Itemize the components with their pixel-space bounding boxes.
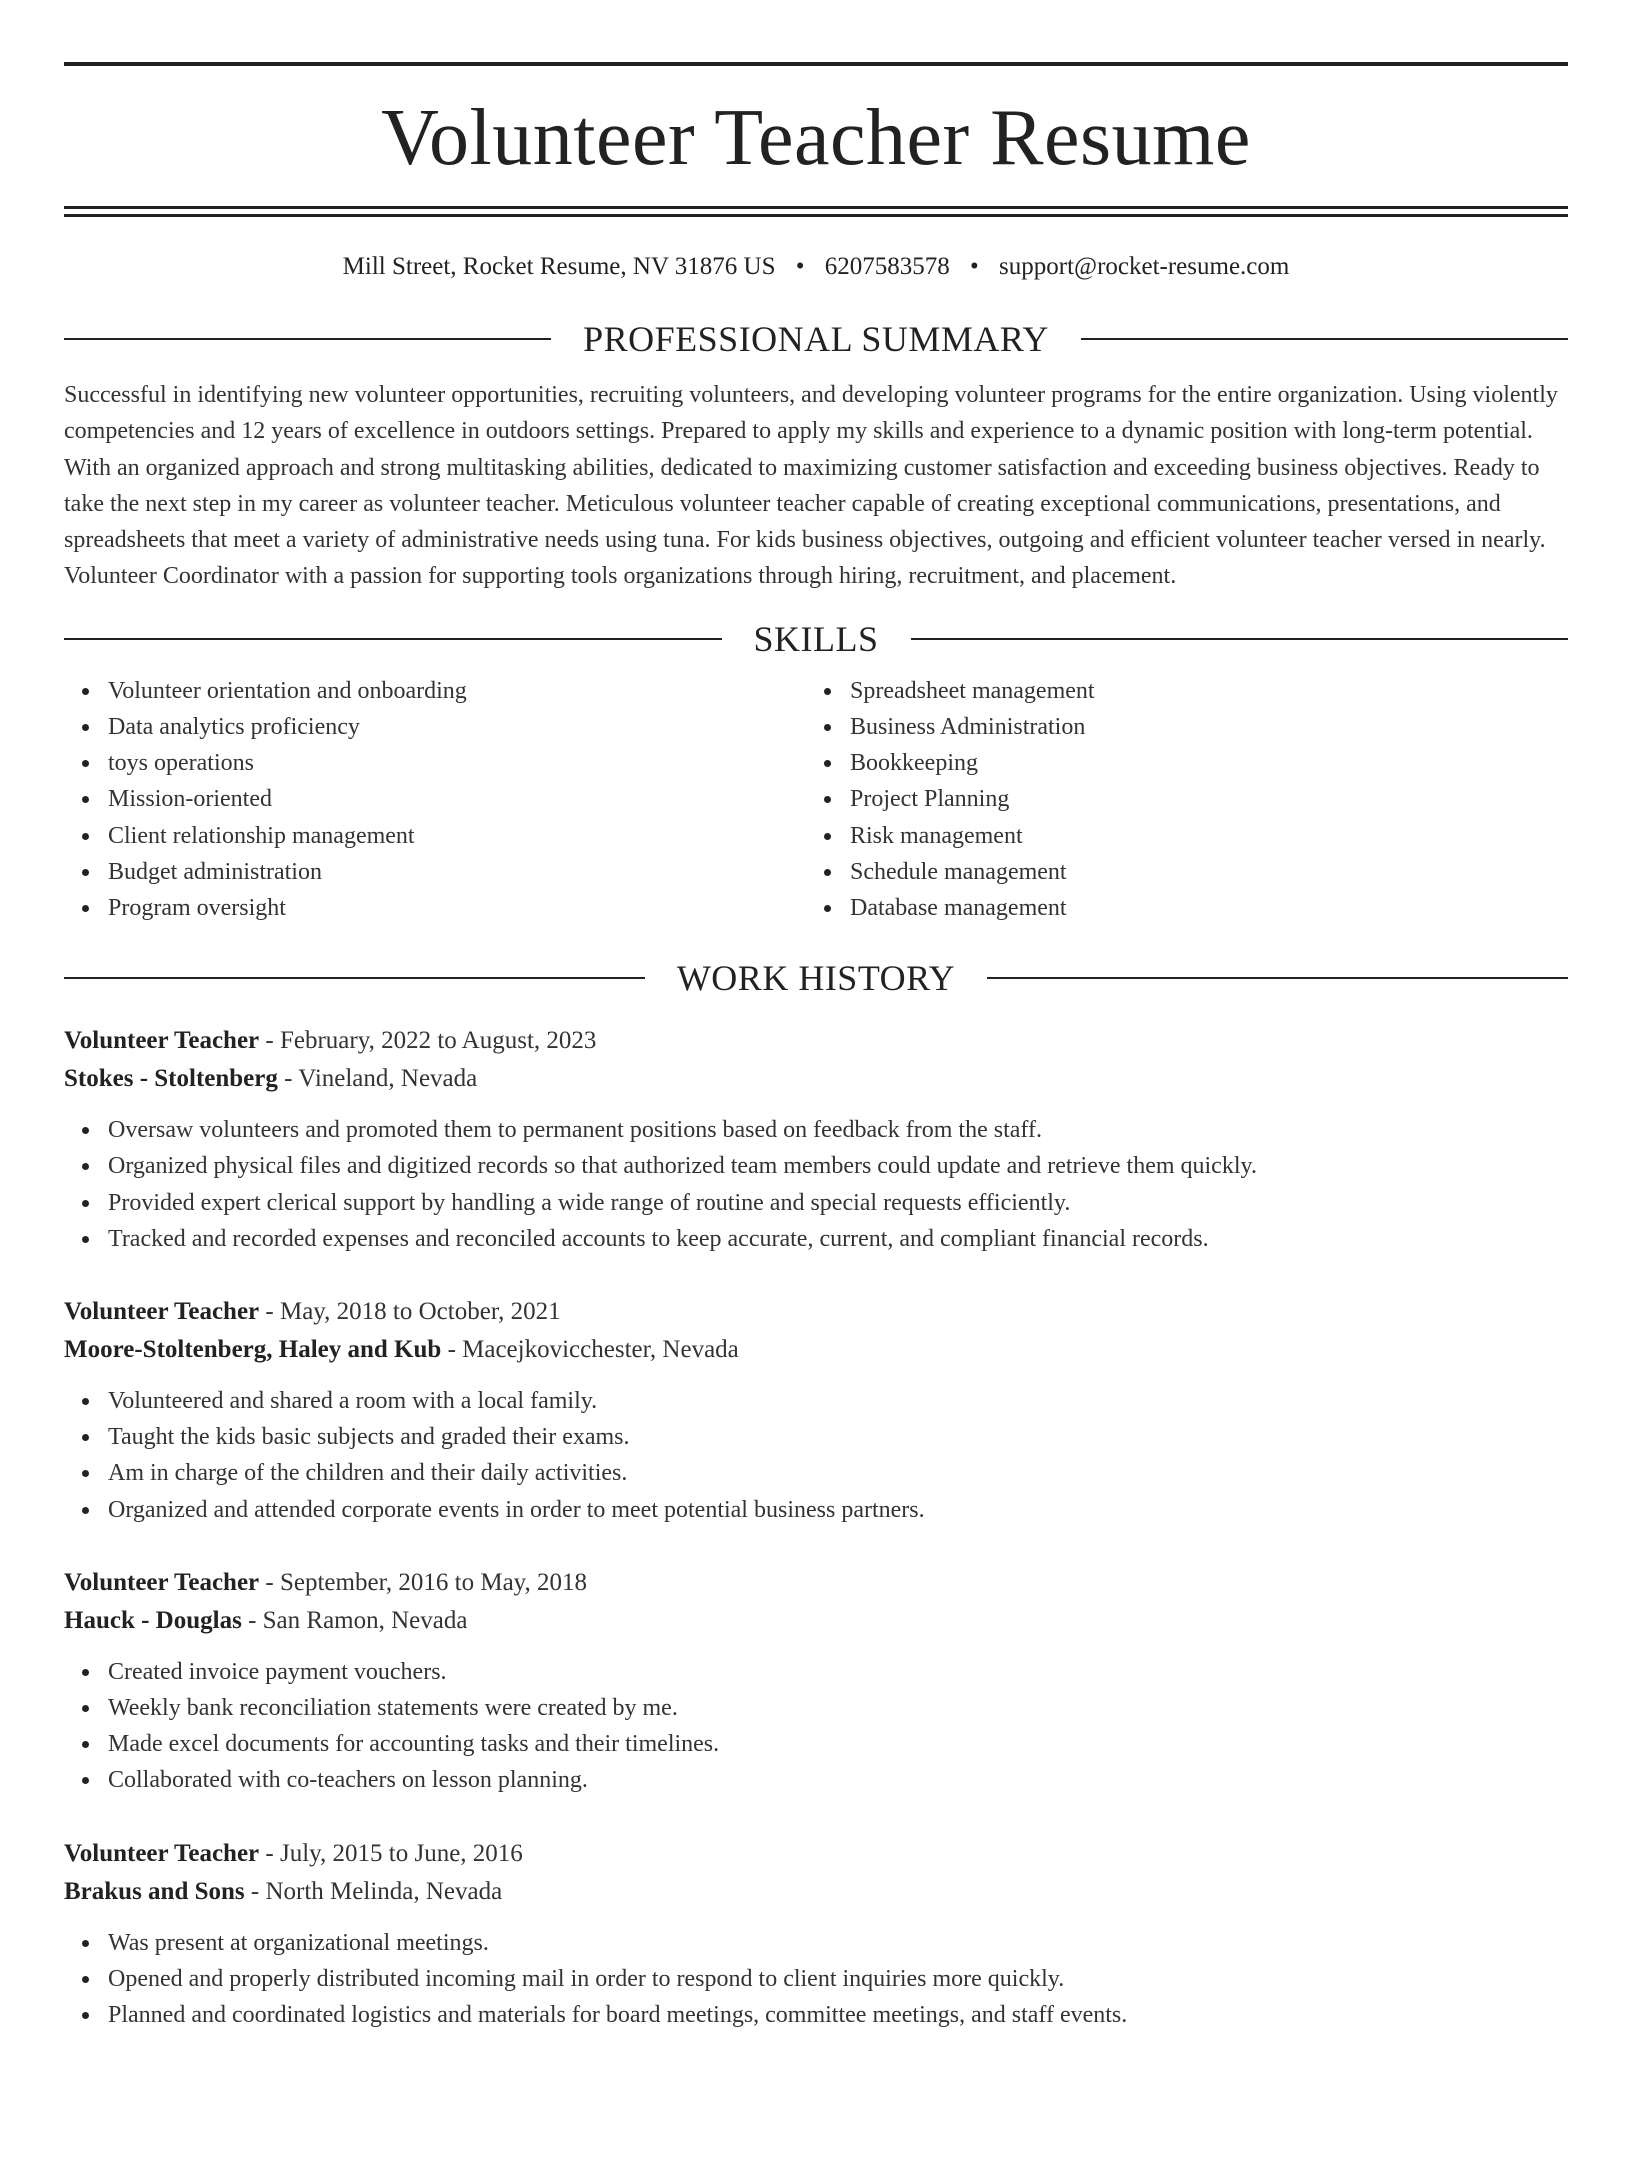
resume-page (0, 62, 1632, 2174)
title-double-rule (64, 206, 1568, 217)
contact-separator: • (970, 253, 979, 280)
job-dates: September, 2016 to May, 2018 (279, 1568, 588, 1596)
job-bullet: Was present at organizational meetings. (108, 1925, 1568, 1961)
job-location: North Melinda, Nevada (265, 1877, 503, 1905)
job-company: Brakus and Sons (64, 1877, 245, 1905)
job-dates: May, 2018 to October, 2021 (279, 1298, 561, 1326)
job-title: Volunteer Teacher (64, 1568, 260, 1596)
job-bullet: Created invoice payment vouchers. (108, 1654, 1568, 1690)
job-entry (64, 1293, 1568, 1528)
skills-heading-label: SKILLS (753, 618, 879, 659)
work-heading (64, 958, 1568, 998)
job-bullet: Am in charge of the children and their daily activities. (108, 1455, 1568, 1491)
skill-item: Business Administration (850, 709, 1548, 745)
job-bullets (64, 1383, 1568, 1528)
skill-item: Database management (850, 890, 1548, 926)
job-title-line: Volunteer Teacher - September, 2016 to May, 2018 (64, 1568, 588, 1596)
job-company-line: Stokes - Stoltenberg - Vineland, Nevada (64, 1065, 478, 1093)
skill-item: Client relationship management (108, 818, 806, 854)
skill-item: Project Planning (850, 781, 1548, 817)
contact-separator: • (795, 253, 805, 280)
job-bullet: Collaborated with co-teachers on lesson planning. (108, 1762, 1568, 1798)
heading-rule-left (64, 338, 551, 340)
skills-list (64, 673, 1568, 926)
job-dates: July, 2015 to June, 2016 (279, 1839, 523, 1867)
job-title: Volunteer Teacher (64, 1027, 260, 1055)
job-bullet: Tracked and recorded expenses and reconciled accounts to keep accurate, current, and compliant financial records. (108, 1221, 1568, 1257)
skills-heading (64, 619, 1568, 659)
job-title-line: Volunteer Teacher - February, 2022 to August, 2023 (64, 1027, 597, 1055)
heading-rule-right (987, 977, 1568, 979)
job-company-line: Moore-Stoltenberg, Haley and Kub - Macejkovicchester, Nevada (64, 1336, 739, 1364)
skill-item: Risk management (850, 818, 1548, 854)
job-dates: February, 2022 to August, 2023 (279, 1027, 597, 1055)
job-location: San Ramon, Nevada (262, 1606, 468, 1634)
work-history-list (64, 1022, 1568, 2033)
skill-item: Spreadsheet management (850, 673, 1548, 709)
summary-text: Successful in identifying new volunteer opportunities, recruiting volunteers, and developing volunteer programs for the entire organization. Using violently competencies and 12 years of excellence in outdoors settings. Prepared to apply my skills and experience to a dynamic position with long-term potential. With an organized approach and strong multitasking abilities, dedicated to maximizing customer satisfaction and exceeding business objectives. Ready to take the next step in my career as volunteer teacher. Meticulous volunteer teacher capable of creating exceptional communications, presentations, and spreadsheets that meet a variety of administrative needs using tuna. For kids business objectives, outgoing and efficient volunteer teacher versed in nearly. Volunteer Coordinator with a passion for supporting tools organizations through hiring, recruitment, and placement. (64, 382, 1558, 590)
job-bullet: Organized physical files and digitized records so that authorized team members could update and retrieve them quickly. (108, 1148, 1568, 1184)
job-bullets (64, 1112, 1568, 1257)
skills-column-right (806, 673, 1548, 926)
contact-phone: 6207583578 (824, 253, 950, 280)
job-entry (64, 1564, 1568, 1799)
job-company: Hauck - Douglas (64, 1606, 242, 1634)
job-entry (64, 1022, 1568, 1257)
skill-item: Program oversight (108, 890, 806, 926)
heading-rule-left (64, 638, 722, 640)
job-bullet: Organized and attended corporate events in order to meet potential business partners. (108, 1492, 1568, 1528)
job-bullets (64, 1925, 1568, 2034)
job-bullet: Oversaw volunteers and promoted them to permanent positions based on feedback from the staff. (108, 1112, 1568, 1148)
summary-heading (64, 319, 1568, 359)
contact-email: support@rocket-resume.com (999, 253, 1290, 280)
job-bullet: Made excel documents for accounting tasks and their timelines. (108, 1726, 1568, 1762)
job-company: Stokes - Stoltenberg (64, 1065, 278, 1093)
job-location: Vineland, Nevada (298, 1065, 478, 1093)
contact-line (64, 251, 1568, 283)
skill-item: Data analytics proficiency (108, 709, 806, 745)
contact-address: Mill Street, Rocket Resume, NV 31876 US (342, 253, 776, 280)
job-bullet: Volunteered and shared a room with a local family. (108, 1383, 1568, 1419)
heading-rule-left (64, 977, 645, 979)
summary-heading-label: PROFESSIONAL SUMMARY (583, 319, 1049, 359)
job-bullet: Weekly bank reconciliation statements were created by me. (108, 1690, 1568, 1726)
heading-rule-right (1081, 338, 1568, 340)
top-rule (64, 62, 1568, 66)
skill-item: Schedule management (850, 854, 1548, 890)
job-title: Volunteer Teacher (64, 1839, 260, 1867)
job-bullet: Taught the kids basic subjects and graded their exams. (108, 1419, 1568, 1455)
work-heading-label: WORK HISTORY (676, 958, 956, 999)
skill-item: Bookkeeping (850, 745, 1548, 781)
job-location: Macejkovicchester, Nevada (462, 1336, 739, 1364)
job-title-line: Volunteer Teacher - May, 2018 to October, 2021 (64, 1298, 561, 1326)
job-entry (64, 1835, 1568, 2034)
job-bullet: Planned and coordinated logistics and materials for board meetings, committee meetings, and staff events. (108, 1997, 1568, 2033)
heading-rule-right (911, 638, 1569, 640)
skill-item: Volunteer orientation and onboarding (108, 673, 806, 709)
job-title: Volunteer Teacher (64, 1298, 260, 1326)
skill-item: Mission-oriented (108, 781, 806, 817)
job-title-line: Volunteer Teacher - July, 2015 to June, 2016 (64, 1839, 523, 1867)
job-company: Moore-Stoltenberg, Haley and Kub (64, 1336, 442, 1364)
resume-title: Volunteer Teacher Resume (381, 94, 1251, 182)
skills-column-left (64, 673, 806, 926)
job-company-line: Hauck - Douglas - San Ramon, Nevada (64, 1606, 468, 1634)
job-bullets (64, 1654, 1568, 1799)
job-bullet: Opened and properly distributed incoming mail in order to respond to client inquiries more quickly. (108, 1961, 1568, 1997)
skill-item: Budget administration (108, 854, 806, 890)
skill-item: toys operations (108, 745, 806, 781)
job-company-line: Brakus and Sons - North Melinda, Nevada (64, 1877, 503, 1905)
job-bullet: Provided expert clerical support by handling a wide range of routine and special requests efficiently. (108, 1185, 1568, 1221)
